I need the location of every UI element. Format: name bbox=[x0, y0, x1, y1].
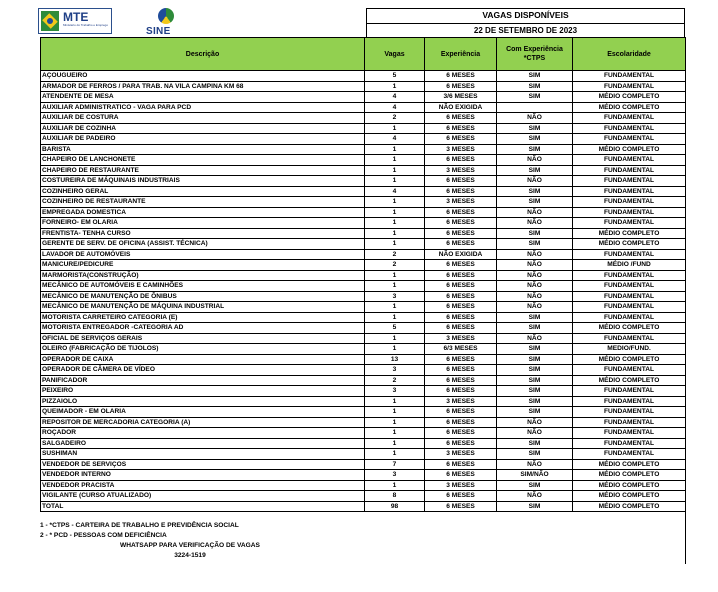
table-row bbox=[41, 312, 686, 323]
cell-ctps: NÃO bbox=[497, 176, 573, 187]
cell-experiencia: 6 MESES bbox=[425, 323, 497, 334]
cell-ctps: SIM bbox=[497, 134, 573, 145]
cell-descricao: COSTUREIRA DE MÁQUINAIS INDUSTRIAIS bbox=[41, 176, 365, 187]
cell-experiencia: 6 MESES bbox=[425, 71, 497, 82]
table-row bbox=[41, 375, 686, 386]
cell-descricao: AUXILIAR DE PADEIRO bbox=[41, 134, 365, 145]
cell-ctps: NÃO bbox=[497, 417, 573, 428]
cell-descricao: PANIFICADOR bbox=[41, 375, 365, 386]
cell-vagas: 5 bbox=[365, 323, 425, 334]
cell-descricao: REPOSITOR DE MERCADORIA CATEGORIA (A) bbox=[41, 417, 365, 428]
cell-escolaridade: FUNDAMENTAL bbox=[573, 428, 686, 439]
table-row bbox=[41, 249, 686, 260]
table-row bbox=[41, 302, 686, 313]
cell-ctps: NÃO bbox=[497, 155, 573, 166]
table-row bbox=[41, 344, 686, 355]
cell-experiencia: NÃO EXIGIDA bbox=[425, 249, 497, 260]
cell-experiencia: 6/3 MESES bbox=[425, 344, 497, 355]
cell-experiencia: 6 MESES bbox=[425, 365, 497, 376]
cell-escolaridade: FUNDAMENTAL bbox=[573, 386, 686, 397]
cell-vagas: 1 bbox=[365, 228, 425, 239]
cell-vagas: 1 bbox=[365, 449, 425, 460]
cell-descricao: OPERADOR DE CÂMERA DE VÍDEO bbox=[41, 365, 365, 376]
sine-logo bbox=[146, 8, 184, 38]
cell-escolaridade: MÉDIO COMPLETO bbox=[573, 491, 686, 502]
cell-escolaridade: FUNDAMENTAL bbox=[573, 249, 686, 260]
cell-descricao: GERENTE DE SERV. DE OFICINA (ASSIST. TÉCNICA) bbox=[41, 239, 365, 250]
mte-logo-subtitle: Ministério do Trabalho e Emprego bbox=[63, 23, 109, 27]
cell-experiencia: 6 MESES bbox=[425, 375, 497, 386]
cell-ctps: SIM/NÃO bbox=[497, 470, 573, 481]
table-row bbox=[41, 281, 686, 292]
cell-escolaridade: FUNDAMENTAL bbox=[573, 407, 686, 418]
table-row bbox=[41, 176, 686, 187]
table-row bbox=[41, 155, 686, 166]
cell-experiencia: 6 MESES bbox=[425, 470, 497, 481]
cell-escolaridade: MÉDIO COMPLETO bbox=[573, 102, 686, 113]
cell-vagas: 3 bbox=[365, 470, 425, 481]
cell-descricao: VENDEDOR INTERNO bbox=[41, 470, 365, 481]
cell-vagas: 98 bbox=[365, 501, 425, 512]
cell-ctps: NÃO bbox=[497, 302, 573, 313]
cell-descricao: PIZZAIOLO bbox=[41, 396, 365, 407]
cell-escolaridade: MÉDIO COMPLETO bbox=[573, 228, 686, 239]
cell-ctps: SIM bbox=[497, 312, 573, 323]
whatsapp-number: 3224-1519 bbox=[174, 552, 206, 559]
cell-escolaridade: FUNDAMENTAL bbox=[573, 218, 686, 229]
cell-ctps: SIM bbox=[497, 438, 573, 449]
cell-experiencia: 6 MESES bbox=[425, 270, 497, 281]
column-header-experiencia: Experiência bbox=[425, 38, 497, 71]
cell-escolaridade: FUNDAMENTAL bbox=[573, 291, 686, 302]
table-header-row bbox=[41, 38, 686, 71]
cell-vagas: 1 bbox=[365, 239, 425, 250]
cell-descricao: SALGADEIRO bbox=[41, 438, 365, 449]
cell-descricao: FRENTISTA- TENHA CURSO bbox=[41, 228, 365, 239]
cell-descricao: PEIXEIRO bbox=[41, 386, 365, 397]
date-label: 22 DE SETEMBRO DE 2023 bbox=[367, 23, 684, 37]
cell-escolaridade: MÉDIO COMPLETO bbox=[573, 375, 686, 386]
cell-experiencia: 3 MESES bbox=[425, 333, 497, 344]
vacancies-table bbox=[40, 37, 686, 512]
cell-descricao: BARISTA bbox=[41, 144, 365, 155]
cell-ctps: SIM bbox=[497, 386, 573, 397]
cell-escolaridade: FUNDAMENTAL bbox=[573, 186, 686, 197]
column-header-escolaridade: Escolaridade bbox=[573, 38, 686, 71]
cell-ctps: NÃO bbox=[497, 260, 573, 271]
cell-descricao: OFICIAL DE SERVIÇOS GERAIS bbox=[41, 333, 365, 344]
cell-ctps: NÃO bbox=[497, 218, 573, 229]
cell-experiencia: 6 MESES bbox=[425, 176, 497, 187]
cell-escolaridade: FUNDAMENTAL bbox=[573, 302, 686, 313]
cell-vagas: 1 bbox=[365, 407, 425, 418]
mte-logo-text: MTE bbox=[63, 10, 89, 24]
cell-experiencia: 3 MESES bbox=[425, 480, 497, 491]
cell-experiencia: 6 MESES bbox=[425, 239, 497, 250]
cell-descricao: MARMORISTA(CONSTRUÇÃO) bbox=[41, 270, 365, 281]
cell-vagas: 1 bbox=[365, 218, 425, 229]
cell-vagas: 1 bbox=[365, 417, 425, 428]
cell-escolaridade: FUNDAMENTAL bbox=[573, 417, 686, 428]
cell-vagas: 2 bbox=[365, 260, 425, 271]
cell-experiencia: 6 MESES bbox=[425, 291, 497, 302]
cell-vagas: 4 bbox=[365, 102, 425, 113]
cell-ctps: SIM bbox=[497, 239, 573, 250]
cell-descricao: SUSHIMAN bbox=[41, 449, 365, 460]
cell-vagas: 7 bbox=[365, 459, 425, 470]
cell-vagas: 4 bbox=[365, 92, 425, 103]
cell-vagas: 2 bbox=[365, 249, 425, 260]
cell-ctps: NÃO bbox=[497, 249, 573, 260]
cell-ctps: SIM bbox=[497, 81, 573, 92]
cell-ctps: SIM bbox=[497, 365, 573, 376]
cell-experiencia: 6 MESES bbox=[425, 228, 497, 239]
cell-ctps: NÃO bbox=[497, 270, 573, 281]
cell-ctps: SIM bbox=[497, 407, 573, 418]
cell-ctps: SIM bbox=[497, 165, 573, 176]
cell-ctps: NÃO bbox=[497, 207, 573, 218]
cell-vagas: 1 bbox=[365, 155, 425, 166]
table-row bbox=[41, 92, 686, 103]
cell-ctps: SIM bbox=[497, 480, 573, 491]
cell-vagas: 1 bbox=[365, 123, 425, 134]
table-row bbox=[41, 291, 686, 302]
cell-ctps: SIM bbox=[497, 396, 573, 407]
cell-vagas: 3 bbox=[365, 386, 425, 397]
cell-experiencia: 6 MESES bbox=[425, 218, 497, 229]
cell-vagas: 1 bbox=[365, 333, 425, 344]
cell-ctps: SIM bbox=[497, 375, 573, 386]
table-row bbox=[41, 333, 686, 344]
cell-descricao: VENDEDOR DE SERVIÇOS bbox=[41, 459, 365, 470]
table-row bbox=[41, 449, 686, 460]
cell-descricao: QUEIMADOR - EM OLARIA bbox=[41, 407, 365, 418]
cell-experiencia: 6 MESES bbox=[425, 312, 497, 323]
cell-ctps: NÃO bbox=[497, 291, 573, 302]
cell-ctps: NÃO bbox=[497, 281, 573, 292]
cell-descricao: VENDEDOR PRACISTA bbox=[41, 480, 365, 491]
cell-escolaridade: FUNDAMENTAL bbox=[573, 333, 686, 344]
cell-experiencia: 6 MESES bbox=[425, 186, 497, 197]
cell-escolaridade: FUNDAMENTAL bbox=[573, 134, 686, 145]
cell-ctps: SIM bbox=[497, 344, 573, 355]
cell-experiencia: 6 MESES bbox=[425, 134, 497, 145]
cell-vagas: 1 bbox=[365, 81, 425, 92]
table-row bbox=[41, 470, 686, 481]
cell-ctps: NÃO bbox=[497, 459, 573, 470]
table-row bbox=[41, 407, 686, 418]
cell-experiencia: NÃO EXIGIDA bbox=[425, 102, 497, 113]
table-row bbox=[41, 417, 686, 428]
cell-vagas: 1 bbox=[365, 396, 425, 407]
cell-escolaridade: FUNDAMENTAL bbox=[573, 312, 686, 323]
cell-experiencia: 3 MESES bbox=[425, 144, 497, 155]
page-title: VAGAS DISPONÍVEIS bbox=[482, 10, 569, 20]
cell-escolaridade: FUNDAMENTAL bbox=[573, 81, 686, 92]
cell-vagas: 1 bbox=[365, 165, 425, 176]
cell-experiencia: 6 MESES bbox=[425, 113, 497, 124]
table-row bbox=[41, 81, 686, 92]
cell-descricao: EMPREGADA DOMESTICA bbox=[41, 207, 365, 218]
cell-descricao: AUXILIAR ADMINISTRATICO - VAGA PARA PCD bbox=[41, 102, 365, 113]
cell-descricao: CHAPEIRO DE LANCHONETE bbox=[41, 155, 365, 166]
cell-descricao: AÇOUGUEIRO bbox=[41, 71, 365, 82]
table-row bbox=[41, 438, 686, 449]
cell-experiencia: 3/6 MESES bbox=[425, 92, 497, 103]
cell-vagas: 2 bbox=[365, 113, 425, 124]
cell-vagas: 3 bbox=[365, 291, 425, 302]
cell-experiencia: 6 MESES bbox=[425, 491, 497, 502]
header-logos bbox=[38, 8, 188, 38]
cell-experiencia: 6 MESES bbox=[425, 207, 497, 218]
table-row bbox=[41, 144, 686, 155]
cell-escolaridade: FUNDAMENTAL bbox=[573, 270, 686, 281]
sine-swirl-icon bbox=[158, 8, 174, 24]
cell-descricao: AUXILIAR DE COZINHA bbox=[41, 123, 365, 134]
cell-ctps: NÃO bbox=[497, 333, 573, 344]
cell-ctps: SIM bbox=[497, 323, 573, 334]
cell-experiencia: 3 MESES bbox=[425, 165, 497, 176]
table-row bbox=[41, 270, 686, 281]
cell-escolaridade: FUNDAMENTAL bbox=[573, 365, 686, 376]
column-header-ctps: Com Experiência *CTPS bbox=[497, 38, 573, 71]
cell-escolaridade: FUNDAMENTAL bbox=[573, 281, 686, 292]
cell-escolaridade: MÉDIO COMPLETO bbox=[573, 459, 686, 470]
cell-ctps: SIM bbox=[497, 123, 573, 134]
table-row bbox=[41, 480, 686, 491]
table-row bbox=[41, 197, 686, 208]
cell-descricao: COZINHEIRO DE RESTAURANTE bbox=[41, 197, 365, 208]
cell-vagas: 1 bbox=[365, 197, 425, 208]
whatsapp-label: WHATSAPP PARA VERIFICAÇÃO DE VAGAS bbox=[120, 542, 260, 549]
table-row bbox=[41, 186, 686, 197]
cell-vagas: 1 bbox=[365, 438, 425, 449]
cell-vagas: 13 bbox=[365, 354, 425, 365]
table-row bbox=[41, 396, 686, 407]
cell-descricao: COZINHEIRO GERAL bbox=[41, 186, 365, 197]
cell-ctps: SIM bbox=[497, 71, 573, 82]
cell-descricao: ROÇADOR bbox=[41, 428, 365, 439]
cell-descricao: ARMADOR DE FERROS / PARA TRAB. NA VILA CAMPINA KM 68 bbox=[41, 81, 365, 92]
cell-escolaridade: FUNDAMENTAL bbox=[573, 176, 686, 187]
cell-escolaridade: FUNDAMENTAL bbox=[573, 165, 686, 176]
cell-vagas: 1 bbox=[365, 312, 425, 323]
cell-escolaridade: FUNDAMENTAL bbox=[573, 71, 686, 82]
table-row bbox=[41, 228, 686, 239]
footnotes bbox=[40, 521, 370, 561]
cell-escolaridade: MÉDIO COMPLETO bbox=[573, 92, 686, 103]
cell-escolaridade: FUNDAMENTAL bbox=[573, 113, 686, 124]
cell-escolaridade: MÉDIO COMPLETO bbox=[573, 323, 686, 334]
cell-escolaridade: MÉDIO COMPLETO bbox=[573, 501, 686, 512]
cell-vagas: 1 bbox=[365, 270, 425, 281]
table-row bbox=[41, 218, 686, 229]
cell-vagas: 1 bbox=[365, 428, 425, 439]
cell-descricao: ATENDENTE DE MESA bbox=[41, 92, 365, 103]
cell-descricao: FORNEIRO- EM OLARIA bbox=[41, 218, 365, 229]
table-row bbox=[41, 365, 686, 376]
title-box bbox=[366, 8, 685, 38]
cell-escolaridade: MÉDIO COMPLETO bbox=[573, 470, 686, 481]
cell-experiencia: 6 MESES bbox=[425, 428, 497, 439]
cell-ctps: SIM bbox=[497, 228, 573, 239]
cell-experiencia: 6 MESES bbox=[425, 417, 497, 428]
cell-descricao: CHAPEIRO DE RESTAURANTE bbox=[41, 165, 365, 176]
table-row bbox=[41, 134, 686, 145]
cell-descricao: LAVADOR DE AUTOMÓVEIS bbox=[41, 249, 365, 260]
cell-experiencia: 6 MESES bbox=[425, 501, 497, 512]
sine-logo-text: SINE bbox=[146, 26, 171, 37]
cell-vagas: 1 bbox=[365, 281, 425, 292]
table-row bbox=[41, 102, 686, 113]
cell-ctps: SIM bbox=[497, 354, 573, 365]
cell-ctps: NÃO bbox=[497, 428, 573, 439]
cell-vagas: 4 bbox=[365, 134, 425, 145]
cell-vagas: 1 bbox=[365, 207, 425, 218]
cell-ctps: NÃO bbox=[497, 491, 573, 502]
cell-experiencia: 6 MESES bbox=[425, 123, 497, 134]
cell-ctps: SIM bbox=[497, 144, 573, 155]
cell-escolaridade: FUNDAMENTAL bbox=[573, 449, 686, 460]
cell-vagas: 4 bbox=[365, 186, 425, 197]
cell-escolaridade: FUNDAMENTAL bbox=[573, 438, 686, 449]
cell-experiencia: 6 MESES bbox=[425, 459, 497, 470]
cell-ctps: SIM bbox=[497, 449, 573, 460]
footnote-ctps: 1 - *CTPS - CARTEIRA DE TRABALHO E PREVIDÊNCIA SOCIAL bbox=[40, 522, 239, 529]
column-header-descricao: Descrição bbox=[41, 38, 365, 71]
cell-descricao: MOTORISTA CARRETEIRO CATEGORIA (E) bbox=[41, 312, 365, 323]
cell-vagas: 1 bbox=[365, 302, 425, 313]
table-row bbox=[41, 71, 686, 82]
table-row bbox=[41, 239, 686, 250]
column-header-vagas: Vagas bbox=[365, 38, 425, 71]
cell-vagas: 1 bbox=[365, 480, 425, 491]
table-row bbox=[41, 260, 686, 271]
table-row bbox=[41, 207, 686, 218]
brazil-flag-icon bbox=[41, 11, 59, 31]
table-row bbox=[41, 323, 686, 334]
cell-experiencia: 6 MESES bbox=[425, 81, 497, 92]
cell-descricao: AUXILIAR DE COSTURA bbox=[41, 113, 365, 124]
cell-descricao: MECÂNICO DE MANUTENÇÃO DE ÔNIBUS bbox=[41, 291, 365, 302]
cell-escolaridade: MÉDIO COMPLETO bbox=[573, 354, 686, 365]
table-row bbox=[41, 459, 686, 470]
table-row bbox=[41, 428, 686, 439]
cell-experiencia: 6 MESES bbox=[425, 281, 497, 292]
cell-escolaridade: MÉDIO COMPLETO bbox=[573, 144, 686, 155]
cell-descricao: OLEIRO (FABRICAÇÃO DE TIJOLOS) bbox=[41, 344, 365, 355]
cell-experiencia: 3 MESES bbox=[425, 449, 497, 460]
cell-escolaridade: MEDIO/FUND. bbox=[573, 344, 686, 355]
cell-escolaridade: FUNDAMENTAL bbox=[573, 197, 686, 208]
cell-escolaridade: MÉDIO COMPLETO bbox=[573, 480, 686, 491]
cell-vagas: 5 bbox=[365, 71, 425, 82]
cell-vagas: 3 bbox=[365, 365, 425, 376]
cell-vagas: 2 bbox=[365, 375, 425, 386]
cell-descricao: OPERADOR DE CAIXA bbox=[41, 354, 365, 365]
total-row bbox=[41, 501, 686, 512]
cell-ctps: SIM bbox=[497, 501, 573, 512]
cell-experiencia: 6 MESES bbox=[425, 386, 497, 397]
cell-experiencia: 6 MESES bbox=[425, 407, 497, 418]
cell-experiencia: 3 MESES bbox=[425, 197, 497, 208]
cell-escolaridade: FUNDAMENTAL bbox=[573, 207, 686, 218]
cell-escolaridade: MÉDIO COMPLETO bbox=[573, 239, 686, 250]
cell-ctps: SIM bbox=[497, 197, 573, 208]
cell-escolaridade: FUNDAMENTAL bbox=[573, 123, 686, 134]
cell-experiencia: 6 MESES bbox=[425, 302, 497, 313]
cell-descricao: MECÂNICO DE AUTOMÓVEIS E CAMINHÕES bbox=[41, 281, 365, 292]
cell-experiencia: 6 MESES bbox=[425, 155, 497, 166]
cell-ctps bbox=[497, 102, 573, 113]
table-body bbox=[41, 71, 686, 512]
cell-experiencia: 6 MESES bbox=[425, 438, 497, 449]
table-row bbox=[41, 123, 686, 134]
cell-vagas: 1 bbox=[365, 144, 425, 155]
cell-descricao: MECÂNICO DE MANUTENÇÃO DE MÁQUINA INDUSTRIAL bbox=[41, 302, 365, 313]
table-row bbox=[41, 113, 686, 124]
cell-vagas: 1 bbox=[365, 176, 425, 187]
cell-escolaridade: FUNDAMENTAL bbox=[573, 155, 686, 166]
table-row bbox=[41, 165, 686, 176]
cell-vagas: 1 bbox=[365, 344, 425, 355]
table-row bbox=[41, 354, 686, 365]
cell-experiencia: 6 MESES bbox=[425, 260, 497, 271]
footnote-pcd: 2 - * PCD - PESSOAS COM DEFICIÊNCIA bbox=[40, 532, 167, 539]
mte-logo bbox=[38, 8, 112, 34]
cell-descricao: MANICURE/PEDICURE bbox=[41, 260, 365, 271]
cell-descricao: MOTORISTA ENTREGADOR -CATEGORIA AD bbox=[41, 323, 365, 334]
cell-descricao: VIGILANTE (CURSO ATUALIZADO) bbox=[41, 491, 365, 502]
cell-descricao: TOTAL bbox=[41, 501, 365, 512]
cell-vagas: 8 bbox=[365, 491, 425, 502]
table-row bbox=[41, 386, 686, 397]
cell-experiencia: 6 MESES bbox=[425, 354, 497, 365]
cell-ctps: SIM bbox=[497, 92, 573, 103]
table-row bbox=[41, 491, 686, 502]
cell-escolaridade: FUNDAMENTAL bbox=[573, 396, 686, 407]
cell-escolaridade: MÉDIO /FUND bbox=[573, 260, 686, 271]
cell-ctps: SIM bbox=[497, 186, 573, 197]
right-border-line bbox=[685, 512, 686, 564]
cell-ctps: NÃO bbox=[497, 113, 573, 124]
cell-experiencia: 3 MESES bbox=[425, 396, 497, 407]
